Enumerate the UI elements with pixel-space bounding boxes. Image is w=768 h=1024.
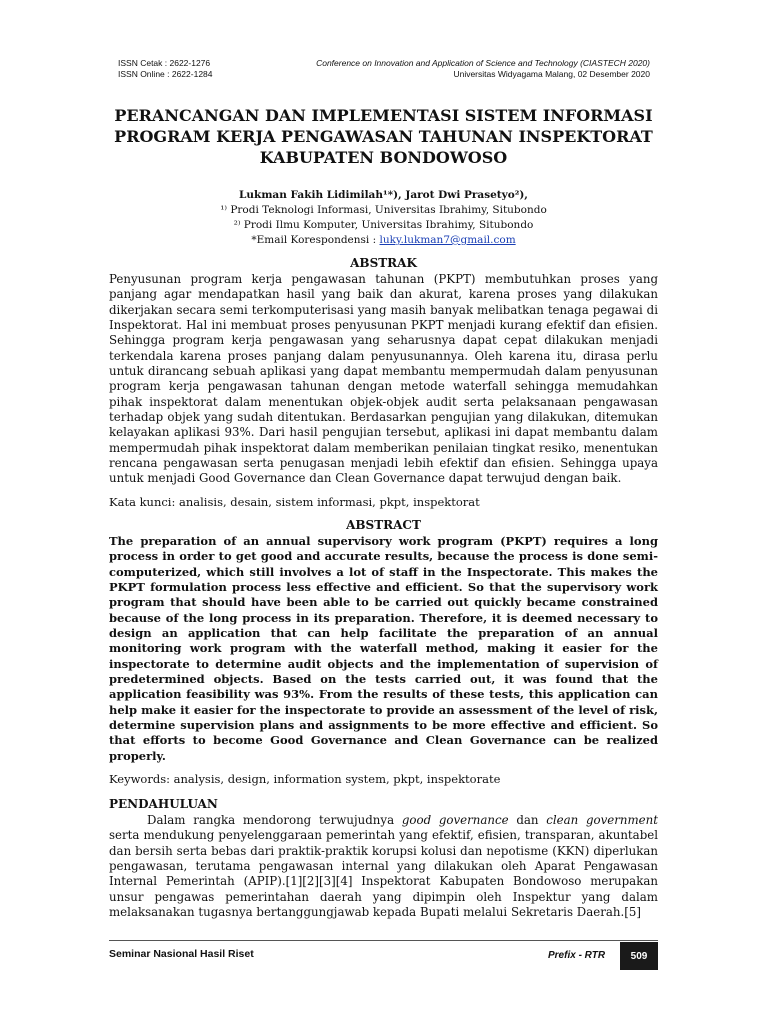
p1-text-b: dan (508, 812, 547, 827)
p1-text-a: Dalam rangka mendorong terwujudnya (147, 812, 402, 827)
keywords: Keywords: analysis, design, information system, pkpt, inspektorate (109, 771, 501, 786)
issn-online: ISSN Online : 2622-1284 (118, 69, 213, 79)
affiliation-1: ¹⁾ Prodi Teknologi Informasi, Universitas Ibrahimy, Situbondo (220, 204, 547, 216)
footer-prefix: Prefix - RTR (548, 950, 606, 961)
pendahuluan-heading: PENDAHULUAN (109, 796, 218, 811)
abstrak-text: Penyusunan program kerja pengawasan tahunan (PKPT) membutuhkan proses yang panjang agar mendapatkan hasil yang baik dan akurat, karena proses yang dilakukan dikerjakan secara semi terkomputerisasi yang masih banyak melibatkan tenaga pegawai di Inspektorat. Hal ini membuat proses penyusunan PKPT menjadi kurang efektif dan efisien. Sehingga program kerja pengawasan yang seharusnya dapat cepat dilakukan menjadi terkendala karena proses panjang dalam penyusunannya. Oleh karena itu, dirasa perlu untuk dirancang sebuah aplikasi yang dapat membantu mempermudah dalam penyusunan program kerja pengawasan tahunan dengan metode waterfall sehingga memudahkan pihak inspektorat dalam menentukan objek-objek audit serta pelaksanaan pengawasan terhadap objek yang sudah ditentukan. Berdasarkan pengujian yang dilakukan, ditemukan kelayakan aplikasi 93%. Dari hasil pengujian tersebut, aplikasi ini dapat membantu dalam mempermudah pihak inspektorat dalam memberikan penilaian tingkat resiko, menentukan rencana pengawasan serta penugasan menjadi lebih efektif dan efisien. Sehingga upaya untuk menjadi Good Governance dan Clean Governance dapat terwujud dengan baik. (109, 272, 658, 486)
issn-block (118, 58, 213, 80)
conference-name: Conference on Innovation and Application of Science and Technology (CIASTECH 2020) (316, 58, 650, 68)
footer-divider (109, 940, 658, 941)
abstrak-heading: ABSTRAK (350, 256, 417, 270)
title-line-2: PROGRAM KERJA PENGAWASAN TAHUNAN INSPEKTORAT (114, 127, 653, 146)
correspondence (109, 233, 658, 248)
kata-kunci: Kata kunci: analisis, desain, sistem informasi, pkpt, inspektorat (109, 494, 480, 509)
footer-seminar: Seminar Nasional Hasil Riset (109, 948, 254, 960)
title-line-1: PERANCANGAN DAN IMPLEMENTASI SISTEM INFORMASI (114, 106, 653, 125)
email-label: *Email Korespondensi : (251, 234, 380, 246)
abstract-heading: ABSTRACT (346, 517, 421, 532)
conference-venue-date: Universitas Widyagama Malang, 02 Desember 2020 (453, 69, 650, 79)
paper-title (109, 105, 658, 168)
author-names: Lukman Fakih Lidimilah¹*), Jarot Dwi Prasetyo²), (239, 189, 528, 201)
abstract-text: The preparation of an annual supervisory work program (PKPT) requires a long process in order to get good and accurate results, because the process is done semi-computerized, which still involves a lot of staff in the Inspectorate. This makes the PKPT formulation process less effective and efficient. So that the supervisory work program that should have been able to be carried out quickly became constrained because of the long process in its preparation. Therefore, it is deemed necessary to design an application that can help facilitate the preparation of an annual monitoring work program with the waterfall method, making it easier for the inspectorate to determine audit objects and the implementation of supervision of predetermined objects. Based on the tests carried out, it was found that the application feasibility was 93%. From the results of these tests, this application can help make it easier for the inspectorate to provide an assessment of the level of risk, determine supervision plans and assignments to be more effective and efficient. So that efforts to become Good Governance and Clean Governance can be realized properly. (109, 533, 658, 763)
issn-print: ISSN Cetak : 2622-1276 (118, 58, 211, 68)
p1-italic-2: clean government (546, 812, 658, 827)
conference-block (316, 58, 650, 80)
author-block (109, 188, 658, 248)
title-line-3: KABUPATEN BONDOWOSO (259, 148, 508, 167)
page-number: 509 (620, 942, 658, 970)
email-link[interactable]: luky.lukman7@gmail.com (379, 234, 516, 246)
affiliation-2: ²⁾ Prodi Ilmu Komputer, Universitas Ibrahimy, Situbondo (233, 219, 534, 231)
p1-text-c: serta mendukung penyelenggaraan pemerintah yang efektif, efisien, transparan, akuntabel dan bersih serta bebas dari praktik-praktik korupsi kolusi dan nepotisme (KKN) diperlukan pengawasan, terutama pengawasan internal yang dilakukan oleh Aparat Pengawasan Internal Pemerintah (APIP).[1][2][3][4] Inspektorat Kabupaten Bondowoso merupakan unsur pengawas pemerintahan daerah yang dipimpin oleh Inspektur yang dalam melaksanakan tugasnya bertanggungjawab kepada Bupati melalui Sekretaris Daerah.[5] (109, 828, 658, 920)
pendahuluan-paragraph (109, 813, 658, 920)
paper-body (109, 100, 658, 920)
p1-italic-1: good governance (401, 812, 509, 827)
